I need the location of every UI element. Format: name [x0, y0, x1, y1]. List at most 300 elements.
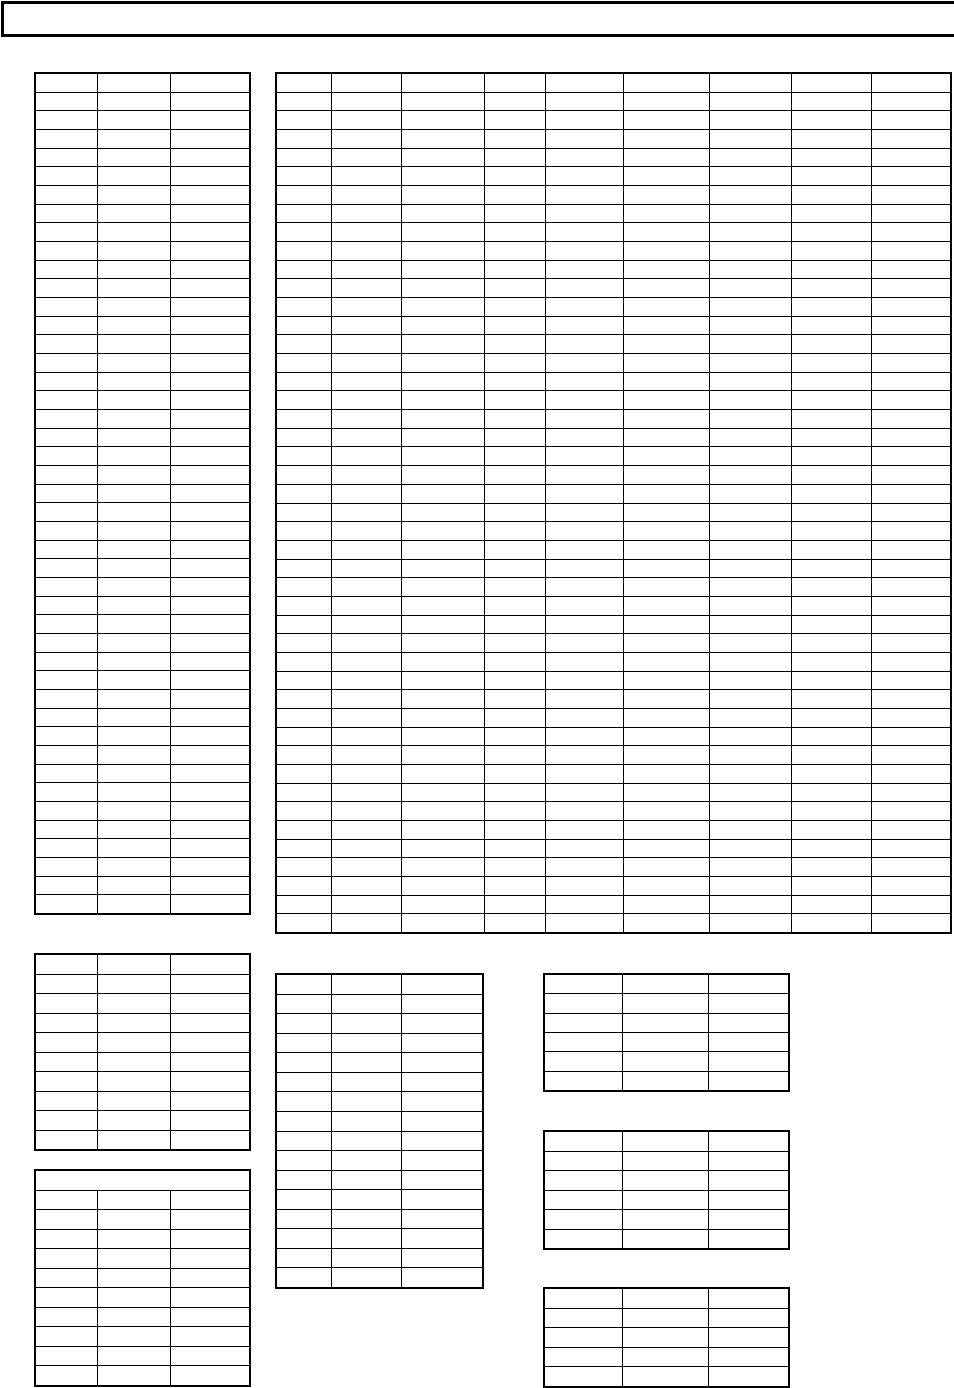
table-cell: [709, 1230, 788, 1249]
table-cell: [872, 541, 950, 559]
table-cell: [98, 410, 170, 428]
table-cell: [36, 634, 97, 652]
table-cell: [277, 975, 331, 994]
table-cell: [36, 597, 97, 615]
table-cell: [36, 410, 97, 428]
table-cell: [36, 167, 97, 185]
table-cell: [546, 578, 623, 596]
table-cell: [624, 261, 709, 279]
table-cell: [792, 223, 871, 241]
table-cell: [623, 1309, 708, 1328]
table-cell: [545, 1348, 622, 1367]
table-cell: [485, 765, 545, 783]
table-cell: [402, 1112, 482, 1131]
table-cell: [624, 784, 709, 802]
table-cell: [36, 317, 97, 335]
table-cell: [710, 504, 791, 522]
table-cell: [792, 466, 871, 484]
table-cell: [332, 522, 401, 540]
table-cell: [36, 279, 97, 297]
table-cell: [872, 802, 950, 820]
right-bottom-table-1: [543, 973, 790, 1092]
table-cell: [277, 186, 331, 204]
table-cell: [624, 504, 709, 522]
table-cell: [710, 447, 791, 465]
table-cell: [710, 560, 791, 578]
table-cell: [623, 1171, 708, 1190]
table-cell: [623, 1328, 708, 1347]
table-cell: [485, 373, 545, 391]
table-cell: [98, 223, 170, 241]
table-cell: [171, 615, 249, 633]
table-cell: [485, 690, 545, 708]
table-cell: [872, 298, 950, 316]
table-cell: [332, 746, 401, 764]
table-cell: [710, 354, 791, 372]
table-cell: [332, 317, 401, 335]
table-cell: [332, 504, 401, 522]
table-cell: [332, 634, 401, 652]
table-cell: [546, 167, 623, 185]
left-middle-table: [34, 953, 251, 1151]
table-cell: [402, 877, 484, 895]
table-cell: [402, 186, 484, 204]
table-cell: [171, 1230, 249, 1249]
table-cell: [402, 672, 484, 690]
table-cell: [710, 672, 791, 690]
table-cell: [402, 149, 484, 167]
table-cell: [171, 1269, 249, 1288]
table-cell: [277, 802, 331, 820]
table-cell: [546, 149, 623, 167]
right-main-table: [275, 72, 952, 934]
table-cell: [277, 1229, 331, 1248]
table-cell: [624, 728, 709, 746]
table-cell: [546, 298, 623, 316]
table-cell: [171, 541, 249, 559]
table-cell: [485, 896, 545, 914]
table-cell: [623, 1210, 708, 1229]
table-cell: [98, 205, 170, 223]
table-cell: [402, 111, 484, 129]
table-cell: [709, 1132, 788, 1151]
table-cell: [624, 858, 709, 876]
table-cell: [710, 149, 791, 167]
table-cell: [98, 167, 170, 185]
table-cell: [546, 914, 623, 932]
table-cell: [171, 205, 249, 223]
table-cell: [402, 597, 484, 615]
table-cell: [98, 1014, 170, 1033]
table-cell: [98, 1230, 170, 1249]
table-cell: [277, 1268, 331, 1287]
table-cell: [624, 653, 709, 671]
table-cell: [36, 1092, 97, 1111]
table-cell: [36, 615, 97, 633]
table-cell: [872, 578, 950, 596]
table-cell: [36, 1191, 97, 1210]
table-cell: [277, 840, 331, 858]
table-cell: [485, 223, 545, 241]
table-cell: [36, 1072, 97, 1091]
table-cell: [171, 709, 249, 727]
table-cell: [624, 298, 709, 316]
table-cell: [710, 93, 791, 111]
table-cell: [98, 1366, 170, 1385]
table-cell: [277, 1190, 331, 1209]
table-cell: [485, 429, 545, 447]
table-cell: [872, 914, 950, 932]
table-cell: [98, 186, 170, 204]
table-cell: [277, 914, 331, 932]
table-cell: [98, 690, 170, 708]
table-cell: [546, 261, 623, 279]
table-cell: [98, 111, 170, 129]
table-cell: [402, 821, 484, 839]
table-cell: [545, 1191, 622, 1210]
table-cell: [98, 802, 170, 820]
table-cell: [546, 634, 623, 652]
table-cell: [402, 914, 484, 932]
table-cell: [277, 1014, 331, 1033]
table-cell: [792, 616, 871, 634]
table-cell: [332, 1034, 401, 1053]
table-cell: [545, 1052, 622, 1070]
table-cell: [171, 373, 249, 391]
table-cell: [792, 279, 871, 297]
table-cell: [332, 391, 401, 409]
table-cell: [402, 223, 484, 241]
table-cell: [402, 560, 484, 578]
table-cell: [171, 765, 249, 783]
table-cell: [546, 391, 623, 409]
table-cell: [872, 335, 950, 353]
table-cell: [402, 858, 484, 876]
table-cell: [709, 1191, 788, 1210]
table-cell: [624, 410, 709, 428]
table-cell: [624, 167, 709, 185]
table-cell: [171, 858, 249, 876]
table-cell: [792, 728, 871, 746]
table-cell: [623, 1132, 708, 1151]
table-cell: [710, 391, 791, 409]
table-cell: [332, 1112, 401, 1131]
table-cell: [402, 995, 482, 1014]
table-cell: [485, 504, 545, 522]
table-cell: [402, 802, 484, 820]
table-cell: [624, 821, 709, 839]
table-cell: [872, 485, 950, 503]
table-cell: [710, 765, 791, 783]
table-cell: [872, 840, 950, 858]
table-cell: [98, 1092, 170, 1111]
table-cell: [98, 541, 170, 559]
table-cell: [872, 709, 950, 727]
table-cell: [98, 559, 170, 577]
table-cell: [98, 1191, 170, 1210]
table-cell: [171, 746, 249, 764]
table-cell: [402, 1171, 482, 1190]
table-cell: [710, 578, 791, 596]
table-cell: [332, 466, 401, 484]
table-cell: [36, 130, 97, 148]
table-cell: [546, 354, 623, 372]
table-cell: [624, 391, 709, 409]
table-cell: [402, 354, 484, 372]
table-cell: [710, 317, 791, 335]
table-cell: [792, 93, 871, 111]
table-cell: [332, 802, 401, 820]
table-cell: [332, 1053, 401, 1072]
table-cell: [872, 821, 950, 839]
table-cell: [36, 1053, 97, 1072]
table-cell: [546, 802, 623, 820]
table-cell: [332, 429, 401, 447]
table-cell: [171, 634, 249, 652]
table-cell: [277, 672, 331, 690]
table-cell: [171, 410, 249, 428]
table-cell: [872, 746, 950, 764]
table-cell: [485, 672, 545, 690]
table-cell: [332, 1132, 401, 1151]
table-cell: [792, 504, 871, 522]
table-cell: [402, 1034, 482, 1053]
table-cell: [710, 877, 791, 895]
table-cell: [171, 317, 249, 335]
table-cell: [546, 485, 623, 503]
table-cell: [277, 93, 331, 111]
table-cell: [872, 784, 950, 802]
table-cell: [332, 995, 401, 1014]
table-cell: [872, 74, 950, 92]
table-cell: [277, 858, 331, 876]
table-cell: [624, 74, 709, 92]
table-cell: [277, 317, 331, 335]
table-cell: [332, 858, 401, 876]
table-cell: [546, 279, 623, 297]
table-cell: [332, 709, 401, 727]
table-cell: [546, 186, 623, 204]
table-cell: [98, 1210, 170, 1229]
table-cell: [546, 317, 623, 335]
table-cell: [171, 1131, 249, 1150]
table-cell: [545, 975, 622, 993]
table-cell: [710, 522, 791, 540]
table-cell: [171, 1053, 249, 1072]
table-cell: [872, 896, 950, 914]
table-cell: [624, 765, 709, 783]
table-cell: [277, 298, 331, 316]
table-cell: [872, 597, 950, 615]
table-cell: [546, 690, 623, 708]
table-cell: [98, 994, 170, 1013]
table-cell: [872, 765, 950, 783]
table-cell: [277, 1073, 331, 1092]
table-cell: [36, 242, 97, 260]
table-cell: [332, 597, 401, 615]
table-cell: [709, 1348, 788, 1367]
table-cell: [171, 466, 249, 484]
table-cell: [171, 167, 249, 185]
table-cell: [98, 1347, 170, 1366]
table-cell: [36, 653, 97, 671]
table-cell: [624, 466, 709, 484]
table-cell: [332, 1229, 401, 1248]
table-cell: [36, 1366, 97, 1385]
table-cell: [710, 223, 791, 241]
table-cell: [710, 485, 791, 503]
table-cell: [277, 373, 331, 391]
table-cell: [36, 895, 97, 913]
table-cell: [872, 261, 950, 279]
table-cell: [485, 560, 545, 578]
table-cell: [545, 1289, 622, 1308]
table-cell: [792, 560, 871, 578]
table-cell: [171, 1249, 249, 1268]
table-cell: [98, 1053, 170, 1072]
table-cell: [792, 522, 871, 540]
table-cell: [872, 616, 950, 634]
table-cell: [332, 373, 401, 391]
table-cell: [332, 149, 401, 167]
table-cell: [710, 634, 791, 652]
table-cell: [98, 746, 170, 764]
table-cell: [332, 93, 401, 111]
table-cell: [709, 1289, 788, 1308]
table-cell: [872, 429, 950, 447]
table-cell: [710, 802, 791, 820]
table-cell: [36, 1327, 97, 1346]
table-cell: [710, 840, 791, 858]
table-cell: [546, 877, 623, 895]
table-cell: [98, 1249, 170, 1268]
table-cell: [624, 485, 709, 503]
table-cell: [332, 578, 401, 596]
table-cell: [277, 634, 331, 652]
table-cell: [332, 447, 401, 465]
table-cell: [623, 1052, 708, 1070]
table-cell: [277, 560, 331, 578]
table-cell: [710, 410, 791, 428]
table-cell: [546, 896, 623, 914]
table-cell: [624, 877, 709, 895]
table-cell: [332, 877, 401, 895]
table-cell: [36, 955, 97, 974]
table-cell: [623, 1191, 708, 1210]
table-cell: [277, 261, 331, 279]
table-cell: [546, 242, 623, 260]
table-cell: [402, 485, 484, 503]
table-cell: [332, 821, 401, 839]
table-cell: [402, 1073, 482, 1092]
table-cell: [792, 485, 871, 503]
table-cell: [710, 746, 791, 764]
table-cell: [546, 111, 623, 129]
table-cell: [36, 111, 97, 129]
table-cell: [485, 447, 545, 465]
table-cell: [546, 858, 623, 876]
table-cell: [792, 74, 871, 92]
table-cell: [872, 653, 950, 671]
table-cell: [709, 1367, 788, 1386]
table-cell: [171, 690, 249, 708]
table-cell: [277, 447, 331, 465]
table-cell: [485, 186, 545, 204]
table-cell: [36, 1131, 97, 1150]
table-cell: [171, 1327, 249, 1346]
table-cell: [36, 746, 97, 764]
table-cell: [98, 1308, 170, 1327]
table-cell: [402, 690, 484, 708]
table-cell: [277, 111, 331, 129]
table-cell: [402, 466, 484, 484]
table-cell: [624, 914, 709, 932]
table-cell: [623, 1230, 708, 1249]
table-cell: [624, 672, 709, 690]
table-cell: [485, 205, 545, 223]
form-title-box: [1, 1, 954, 37]
table-cell: [36, 1288, 97, 1307]
table-cell: [623, 1014, 708, 1032]
table-cell: [546, 840, 623, 858]
table-cell: [36, 261, 97, 279]
table-cell: [171, 877, 249, 895]
table-cell: [171, 671, 249, 689]
table-cell: [709, 1210, 788, 1229]
table-cell: [277, 877, 331, 895]
table-cell: [792, 111, 871, 129]
table-cell: [485, 279, 545, 297]
table-cell: [792, 186, 871, 204]
table-cell: [485, 840, 545, 858]
table-cell: [98, 485, 170, 503]
table-cell: [546, 784, 623, 802]
table-cell: [171, 503, 249, 521]
table-cell: [623, 994, 708, 1012]
table-cell: [792, 821, 871, 839]
table-cell: [792, 709, 871, 727]
table-cell: [402, 391, 484, 409]
table-cell: [98, 429, 170, 447]
table-cell: [546, 205, 623, 223]
table-cell: [277, 541, 331, 559]
table-cell: [36, 522, 97, 540]
table-cell: [546, 447, 623, 465]
table-cell: [332, 1014, 401, 1033]
table-cell: [485, 821, 545, 839]
table-cell: [485, 653, 545, 671]
table-cell: [332, 242, 401, 260]
table-cell: [792, 149, 871, 167]
table-cell: [792, 373, 871, 391]
table-cell: [98, 975, 170, 994]
table-cell: [402, 504, 484, 522]
table-cell: [792, 410, 871, 428]
table-cell: [36, 429, 97, 447]
table-cell: [36, 205, 97, 223]
table-cell: [36, 802, 97, 820]
table-cell: [485, 391, 545, 409]
table-cell: [485, 914, 545, 932]
table-cell: [98, 279, 170, 297]
table-cell: [36, 1210, 97, 1229]
table-cell: [332, 298, 401, 316]
table-cell: [332, 896, 401, 914]
table-cell: [402, 335, 484, 353]
table-cell: [171, 1288, 249, 1307]
table-cell: [36, 466, 97, 484]
table-cell: [332, 1210, 401, 1229]
